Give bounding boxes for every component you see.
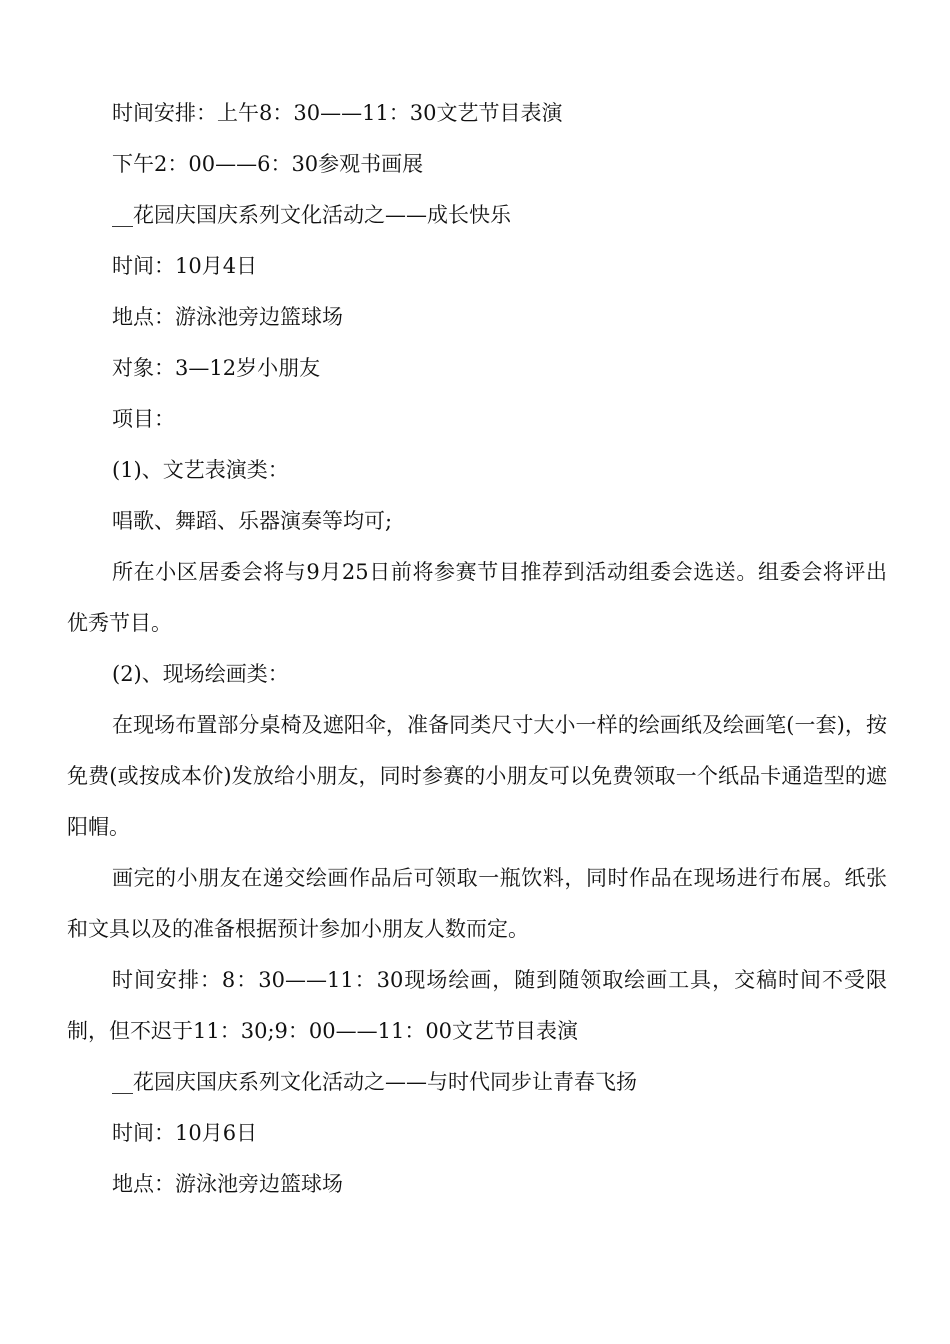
paragraph-location: 地点：游泳池旁边篮球场 bbox=[112, 305, 343, 329]
paragraph-section-title-growth: __花园庆国庆系列文化活动之——成长快乐 bbox=[112, 203, 511, 227]
paragraph-date: 时间：10月4日 bbox=[112, 254, 258, 278]
paragraph-section-title-youth: __花园庆国庆系列文化活动之——与时代同步让青春飞扬 bbox=[112, 1070, 637, 1094]
paragraph-date-2: 时间：10月6日 bbox=[112, 1121, 258, 1145]
paragraph-painting-schedule: 时间安排：8：30——11：30现场绘画，随到随领取绘画工具，交稿时间不受限制，但不迟于11：30;9：00——11：00文艺节目表演 bbox=[67, 968, 887, 1043]
paragraph-painting-category: (2)、现场绘画类： bbox=[112, 662, 289, 686]
paragraph-location-2: 地点：游泳池旁边篮球场 bbox=[112, 1172, 343, 1196]
paragraph-schedule-afternoon: 下午2：00——6：30参观书画展 bbox=[112, 152, 424, 176]
paragraph-schedule-morning: 时间安排：上午8：30——11：30文艺节目表演 bbox=[112, 101, 563, 125]
paragraph-painting-setup: 在现场布置部分桌椅及遮阳伞，准备同类尺寸大小一样的绘画纸及绘画笔(一套)，按免费(或按成本价)发放给小朋友，同时参赛的小朋友可以免费领取一个纸品卡通造型的遮阳帽。 bbox=[67, 713, 887, 839]
paragraph-painting-exhibit: 画完的小朋友在递交绘画作品后可领取一瓶饮料，同时作品在现场进行布展。纸张和文具以及的准备根据预计参加小朋友人数而定。 bbox=[67, 866, 887, 941]
paragraph-audience: 对象：3—12岁小朋友 bbox=[112, 356, 321, 380]
paragraph-performance-types: 唱歌、舞蹈、乐器演奏等均可; bbox=[112, 509, 393, 533]
paragraph-performance-selection: 所在小区居委会将与9月25日前将参赛节目推荐到活动组委会选送。组委会将评出优秀节目。 bbox=[67, 560, 887, 635]
paragraph-items-heading: 项目： bbox=[112, 407, 175, 431]
paragraph-performance-category: (1)、文艺表演类： bbox=[112, 458, 289, 482]
document-body bbox=[67, 88, 887, 1210]
